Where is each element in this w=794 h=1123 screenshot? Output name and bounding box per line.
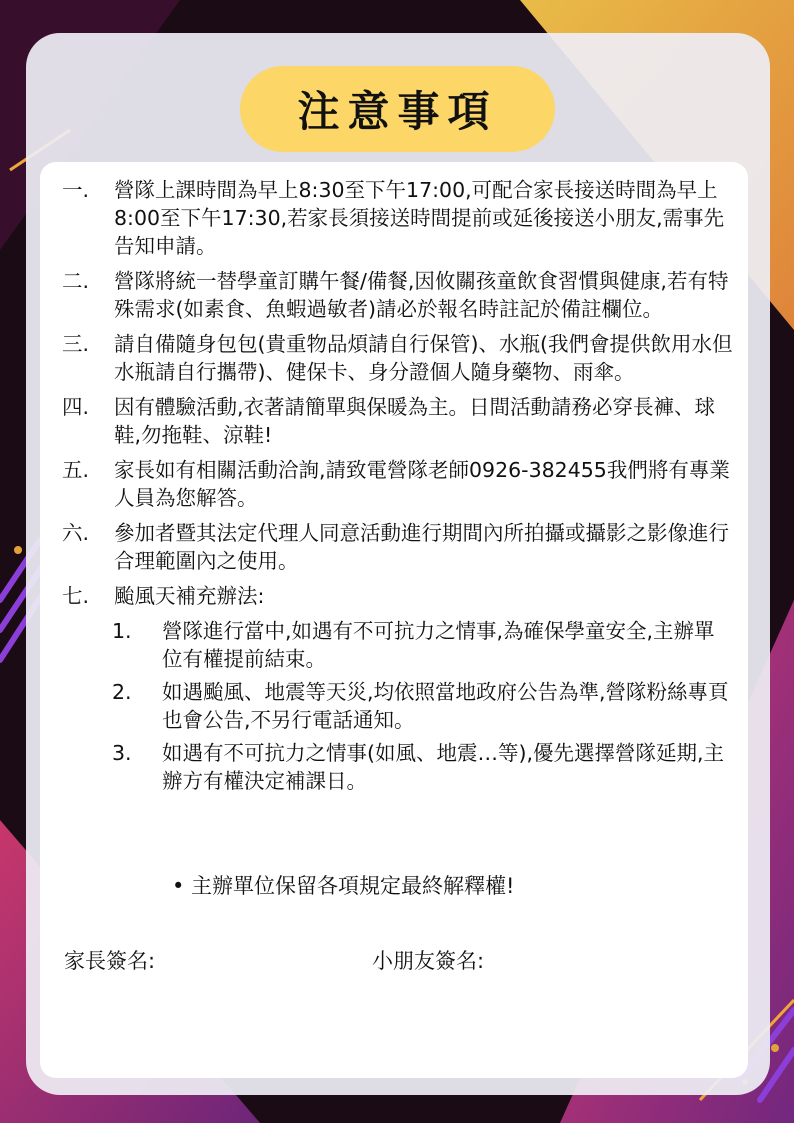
item-text: 參加者暨其法定代理人同意活動進行期間內所拍攝或攝影之影像進行合理範圍內之使用。 xyxy=(114,521,729,573)
item-text: 請自備隨身包包(貴重物品煩請自行保管)、水瓶(我們會提供飲用水但水瓶請自行攜帶)、健保卡、身分證個人隨身藥物、雨傘。 xyxy=(114,332,733,384)
item-text: 颱風天補充辦法: xyxy=(114,584,265,608)
page-title: 注意事項 xyxy=(297,87,498,136)
sub-item-text: 如遇有不可抗力之情事(如風、地震…等),優先選擇營隊延期,主辦方有權決定補課日。 xyxy=(162,741,725,793)
item-number: 六. xyxy=(62,521,90,545)
item-number: 三. xyxy=(62,332,90,356)
sub-item-number: 1. xyxy=(112,619,132,643)
item-text: 營隊上課時間為早上8:30至下午17:00,可配合家長接送時間為早上8:00至下午17:30,若家長須接送時間提前或延後接送小朋友,需事先告知申請。 xyxy=(114,178,725,258)
rights-note: • 主辦單位保留各項規定最終解釋權! xyxy=(172,874,515,898)
item-text: 因有體驗活動,衣著請簡單與保暖為主。日間活動請務必穿長褲、球鞋,勿拖鞋、涼鞋! xyxy=(114,395,716,447)
list-item xyxy=(62,456,734,512)
sub-list-item xyxy=(62,617,734,673)
item-number: 一. xyxy=(62,178,90,202)
child-signature-label: 小朋友簽名: xyxy=(372,949,485,973)
sub-item-number: 3. xyxy=(112,741,132,765)
list-item xyxy=(62,267,734,323)
item-number: 二. xyxy=(62,269,90,293)
list-item xyxy=(62,393,734,449)
list-item xyxy=(62,519,734,575)
title-banner xyxy=(240,66,555,152)
sub-item-text: 營隊進行當中,如遇有不可抗力之情事,為確保學童安全,主辦單位有權提前結束。 xyxy=(162,619,715,671)
item-text: 家長如有相關活動洽詢,請致電營隊老師0926-382455我們將有專業人員為您解答。 xyxy=(114,458,730,510)
sub-list-item xyxy=(62,678,734,734)
item-number: 四. xyxy=(62,395,90,419)
list-item xyxy=(62,330,734,386)
list-item xyxy=(62,176,734,260)
item-text: 營隊將統一替學童訂購午餐/備餐,因攸關孩童飲食習慣與健康,若有特殊需求(如素食、魚蝦過敏者)請必於報名時註記於備註欄位。 xyxy=(114,269,729,321)
parent-signature-label: 家長簽名: xyxy=(64,949,156,973)
sub-item-number: 2. xyxy=(112,680,132,704)
sub-item-text: 如遇颱風、地震等天災,均依照當地政府公告為準,營隊粉絲專頁也會公告,不另行電話通知。 xyxy=(162,680,729,732)
notice-list xyxy=(62,176,734,800)
list-item xyxy=(62,582,734,610)
item-number: 五. xyxy=(62,458,90,482)
sub-list-item xyxy=(62,739,734,795)
item-number: 七. xyxy=(62,584,90,608)
